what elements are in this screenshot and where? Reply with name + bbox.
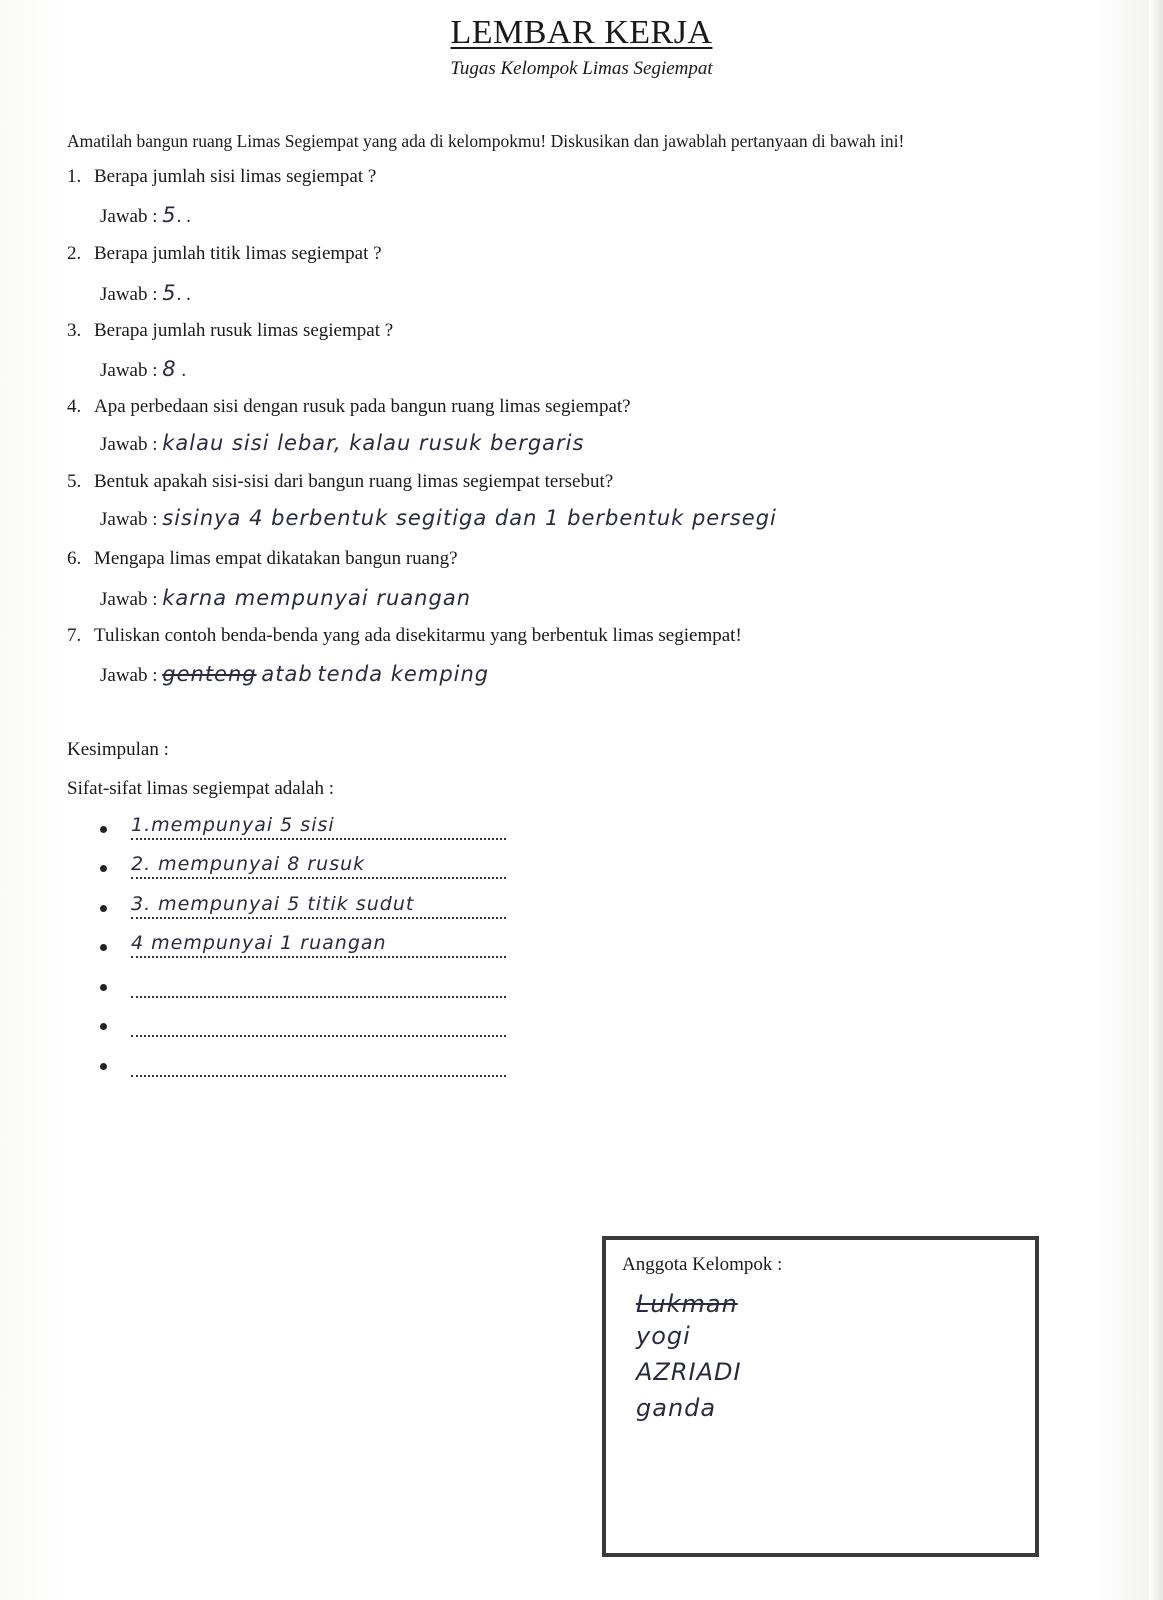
question-5: 5. Bentuk apakah sisi-sisi dari bangun ruang limas segiempat tersebut? [67,471,614,492]
question-1: 1. Berapa jumlah sisi limas segiempat ? [67,166,377,187]
conclusion-item-4: 4 mempunyai 1 ruangan [100,932,506,958]
answer-4: Jawab : kalau sisi lebar, kalau rusuk bergaris [100,431,585,455]
conclusion-item-5 [100,972,506,998]
bullet-icon [100,905,107,912]
answer-2-handwriting: 5 [162,281,177,305]
question-7: 7. Tuliskan contoh benda-benda yang ada disekitarmu yang berbentuk limas segiempat! [67,625,742,646]
group-member-3: ganda [636,1394,717,1422]
answer-3-handwriting: 8 [162,357,177,381]
conclusion-item-2: 2. mempunyai 8 rusuk [100,853,506,879]
question-6: 6. Mengapa limas empat dikatakan bangun ruang? [67,548,458,569]
paper-edge-shadow [1149,0,1163,1600]
bullet-icon [100,984,107,991]
group-members-box [602,1236,1039,1557]
conclusion-item-6 [100,1011,506,1037]
answer-6-handwriting: karna mempunyai ruangan [162,586,472,610]
answer-4-handwriting: kalau sisi lebar, kalau rusuk bergaris [162,431,585,455]
question-4: 4. Apa perbedaan sisi dengan rusuk pada bangun ruang limas segiempat? [67,396,631,417]
group-member-1: yogi [636,1322,691,1350]
answer-1: Jawab : 5. . [100,203,191,227]
conclusion-intro: Sifat-sifat limas segiempat adalah : [67,778,334,799]
conclusion-label: Kesimpulan : [67,739,169,760]
page-title: LEMBAR KERJA [450,14,713,51]
answer-7-struck-word: genteng [162,662,257,686]
group-member-struck: Lukman [636,1290,738,1318]
conclusion-item-3: 3. mempunyai 5 titik sudut [100,893,506,919]
answer-3: Jawab : 8 . [100,357,187,381]
question-2: 2. Berapa jumlah titik limas segiempat ? [67,243,382,264]
bullet-icon [100,826,107,833]
answer-5-handwriting: sisinya 4 berbentuk segitiga dan 1 berbentuk persegi [162,506,777,530]
page-subtitle: Tugas Kelompok Limas Segiempat [450,58,713,79]
conclusion-item-1: 1.mempunyai 5 sisi [100,814,506,840]
group-members-label: Anggota Kelompok : [622,1254,783,1275]
group-member-2: AZRIADI [636,1358,742,1386]
answer-7: Jawab : genteng atab tenda kemping [100,662,490,686]
bullet-icon [100,944,107,951]
answer-5: Jawab : sisinya 4 berbentuk segitiga dan 1 berbentuk persegi [100,506,777,530]
instruction-text: Amatilah bangun ruang Limas Segiempat yang ada di kelompokmu! Diskusikan dan jawablah pertanyaan di bawah ini! [67,131,905,151]
answer-6: Jawab : karna mempunyai ruangan [100,586,472,610]
bullet-icon [100,1023,107,1030]
bullet-icon [100,865,107,872]
answer-7-handwriting: atab [261,662,313,686]
question-3: 3. Berapa jumlah rusuk limas segiempat ? [67,320,394,341]
bullet-icon [100,1063,107,1070]
answer-7-handwriting-2: tenda kemping [317,662,490,686]
answer-1-handwriting: 5 [162,203,177,227]
answer-2: Jawab : 5. . [100,281,191,305]
conclusion-item-7 [100,1051,506,1077]
